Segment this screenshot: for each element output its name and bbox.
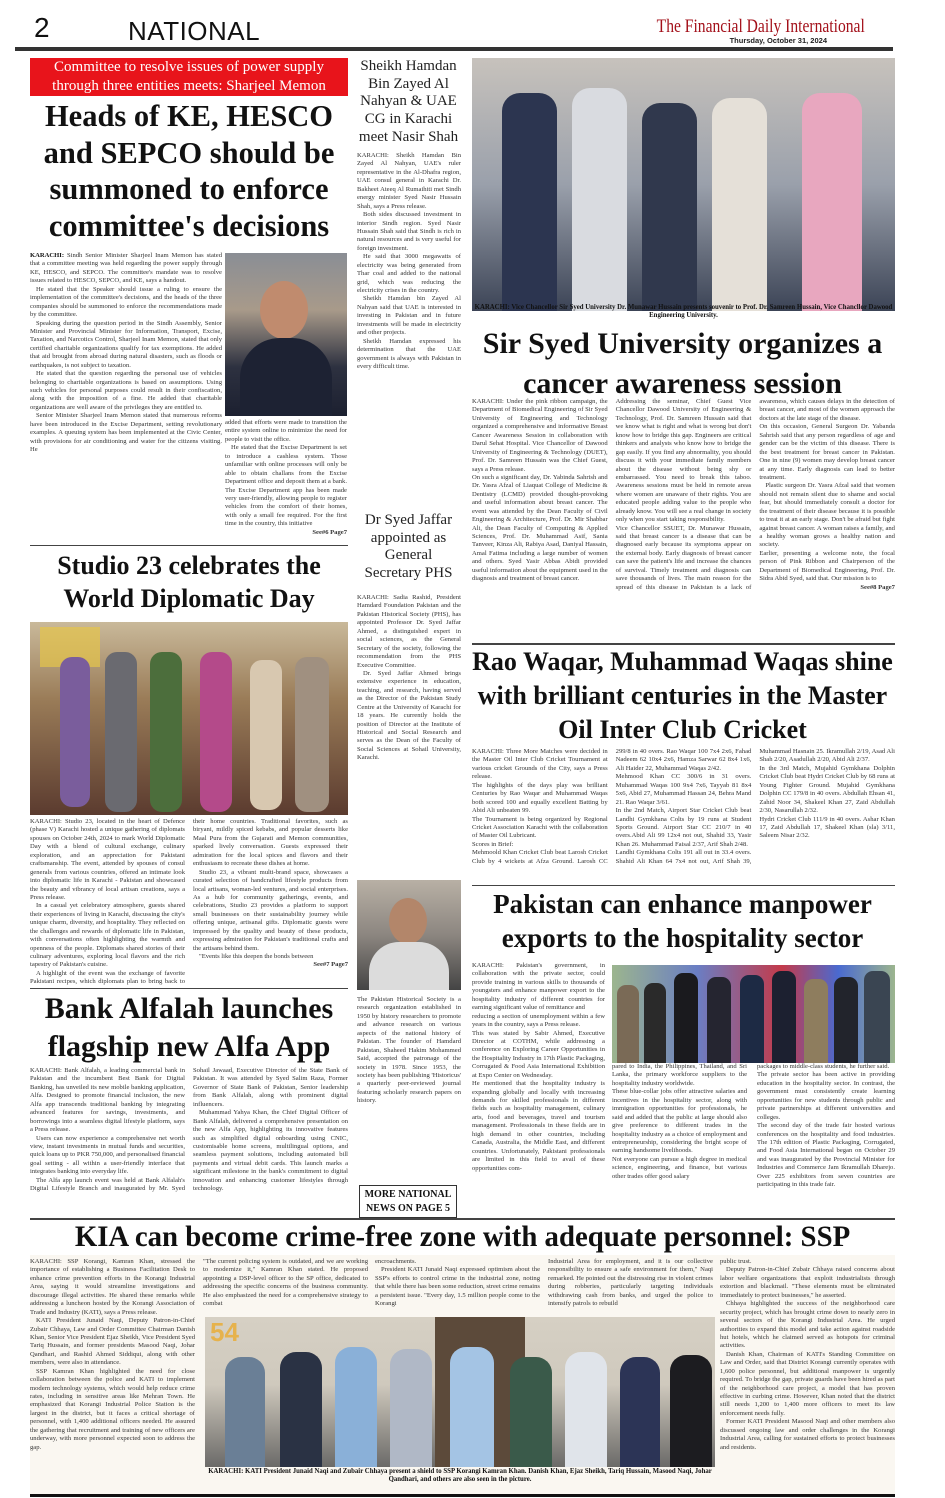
- article-body-col4: Industrial Area for employment, and it is our collective responsibility to ensure a safe environment for them," Naqi remarked. He pointed out the distressing rise in violent crimes during robberies, particularly targeting individuals withdrawing cash from banks, and urged the police to intensify patrols to rebuild: [548, 1258, 713, 1308]
- headline: Sheikh Hamdan Bin Zayed Al Nahyan & UAE CG in Karachi meet Nasir Shah: [358, 58, 459, 145]
- continued-link[interactable]: See#8 Page7: [860, 583, 895, 591]
- headline: Studio 23 celebrates the World Diplomatic Day: [57, 551, 321, 613]
- article-body: KARACHI: Pakistan's government, in collaboration with the private sector, could provide training in various skills to thousands of youngsters and enhance manpower export to the hospitality industry of different countries for earning significant value of remittance and reducing a section of unemployment within a few years in the country, says a Press release. This was stated by Sabir Ahmed, Executive Director at COTHM, while addressing a conference on Exploring Career Opportunities in the Hospitality Industry in 17th Plastic Packaging, Corrugated & Food Asia International Exhibition at Expo Center on Wednesday. He mentioned that the hospitality industry is expanding globally and locally with increasing demands for skilled professionals in different fields such as hospitality management, culinary arts, food and beverages, travel and tourism management. Professionals in these fields are in high demand in other countries, including Canada, Australia, the Middle East, and different countries. Unfortunately, Pakistani professionals are limited in this field to avail of these opportunities com-: [472, 962, 605, 1172]
- kicker-banner: Committee to resolve issues of power supply through three entities meets: Sharjeel Memon: [30, 58, 348, 96]
- article-body: KARACHI: Under the pink ribbon campaign, the Department of Biomedical Engineering of Sir Syed University of Engineering and Technology organized a comprehensive and informative Breast Cancer Awareness Session in collaboration with Darul Sehat Hospital. Vice Chancellor of Dawood University of Engineering & Technology (DUET), Prof. Dr. Samreen Hussain was the Chief Guest, says a Press release. On such a significant day, Dr. Yabinda Sahrish and Dr. Yasra Afzal of Liaquat College of Medicine & Dentistry (LCMD) provided thought-provoking and useful information about breast cancer. The event was attended by the Dean Faculty of Civil Engineering & Architecture, Prof. Dr. Mir Shabbar Ali, the Dean Faculty of Computing & Applied Sciences, Prof. Dr. Muhammad Asif, Sania Tanveer, Kinza Ali, Rabiya Asad, Daniyal Hassain, Amal Fatima including a large number of women and others. Syed Yasir Abbas Abidi provided useful information about the equipment used in the diagnosis and treatment of breast cancer. Addressing the seminar, Chief Guest Vice Chancellor Dawood University of Engineering & Technology, Prof. Dr. Samreen Hussain said that we know what is right and what is wrong but don't know how to bridge this gap. Engineers are critical thinkers and analysts who know how to bridge the gap easily. If you find any abnormality, you should discuss it with your immediate family members about the disease without being shy or embarrassed. You need to break this taboo. Awareness sessions must be held in remote areas where women are unaware of their rights. You are educated people adding value to the people who already know. You will see a real change in society only when you start taking responsibility. Vice Chancellor SSUET, Dr. Munawar Hussain, said that breast cancer is a disease that can be diagnosed early because its symptoms appear on the external body. Early diagnosis of breast cancer can save the patient's life and increase the chances of survival. Timely treatment and diagnosis can save thousands of lives. The main reason for the spread of this disease in Pakistan is a lack of awareness, which causes delays in the detection of breast cancer, and most of the women approach the doctors at the late stage of the disease. On this occasion, General Surgeon Dr. Yabanda Sahrish said that any person regardless of age and gender can be the victim of this disease. There is the best treatment for breast cancer in Pakistan. One in nine (9) women may develop breast cancer at any time. Early diagnosis can lead to better treatment. Plastic surgeon Dr. Yasra Afzal said that women should not remain silent due to shame and social fear, but should immediately consult a doctor for the treatment of their disease because it is possible to treat it at an early stage. Don't be afraid but fight against breast cancer. A woman raises a family, and a healthy woman grows a healthy nation and society. Earlier, presenting a welcome note, the focal person of Pink Ribbon and Chairperson of the Department of Biomedical Engineering, Prof. Dr. Sidra Abid Syed, said that. Our mission is to See#8 Page7: [472, 398, 895, 591]
- headline: Pakistan can enhance manpower exports to the hospitality sector: [493, 889, 872, 954]
- headline: Bank Alfalah launches flagship new Alfa App: [44, 992, 334, 1063]
- article-body-col2: "The current policing system is outdated, and we are working to modernize it," Kamran Khan stated. He proposed appointing a DSP-level officer to the SP office, dedicated to addressing the specific concerns of the business community. He also emphasized the need for a comprehensive strategy to combat: [203, 1258, 368, 1308]
- photo-caption: KARACHI: Vice Chancellor Sir Syed University Dr. Munawar Hussain presents souvenir to Prof. Dr. Samreen Hussain, Vice Chancllor Dawood Engineering University.: [474, 304, 893, 320]
- issue-date: Thursday, October 31, 2024: [729, 36, 827, 45]
- photo-studio23: [30, 622, 348, 815]
- photo-caption: KARACHI: KATI President Junaid Naqi and Zubair Chhaya present a shield to SSP Korangi Kamran Khan. Danish Khan, Ejaz Sheikh, Tariq Hussain, Masood Naqi, Johar Qandhari, and others are also seen in the picture.: [208, 1468, 712, 1484]
- headline: Dr Syed Jaffar appointed as General Secretary PHS: [364, 512, 453, 582]
- divider: [30, 988, 348, 989]
- article-body-col1: KARACHI: SSP Korangi, Kamran Khan, stressed the importance of establishing a Business Facilitation Desk to enhance crime prevention efforts in the Korangi Industrial Area, saying it would streamline investigations and discourage illegal activities. He shared these remarks while addressing a luncheon hosted by the Korangi Association of Trade and Industry (KATI), says a Press release. KATI President Junaid Naqi, Deputy Patron-in-Chief Zubair Chhaya, Law and Order Committee Chairman Danish Khan, Senior Vice President Ejaz Sheikh, Vice President Syed Tariq Hussain, and former presidents Masood Naqi, Johar Qandhari, and Rashid Ahmed Siddiqui, along with other members, were also in attendance. SSP Kamran Khan highlighted the need for close collaboration between the police and KATI to implement modern technology systems, which would help reduce crime rates, including in sensitive areas like Mehran Town. He emphasized that Korangi Industrial Police Station is the largest in the district, but it faces a critical shortage of personnel, with 1,400 additional officers needed. He assured the gathering that recruitment and training of new officers are underway, with more personnel expected soon to address the gap.: [30, 1258, 195, 1451]
- article-body: KARACHI: Three More Matches were decided in the Master Oil Inter Club Cricket Tournament at various cricket Grounds of the City, says a Press release. The highlights of the days play was brilliant Centuries by Rao Waqar and Muhammad Waqas both scored 100 and equally excellent Batting by Abid Ali unbeaten 99. The Tournament is being organized by Regional Cricket Association Karachi with the collaboration of Master Oil Lubricant. Scores in Brief: Mehmoold Khan Cricket Club beat Larosh Cricket Club by 4 wickets at Afza Ground. Larosh CC 299/8 in 40 overs. Rao Waqar 100 7x4 2x6, Fahad Nadeem 62 10x4 2x6, Hamza Sarwar 62 8x4 1x6, Ali Haider 22, Muhammad Waqas 2/42. Mehmood Khan CC 300/6 in 31 overs. Muhammad Waqas 100 9x4 7x6, Tayyab 81 8x4 5x6, Abid 27, Muhammad Hassan 24, Behra Mand 21. Rao Waqar 3/61. In the 2nd Match, Airport Star Cricket Club beat Landhi Gymkhana Colts by 19 runs at Student Sports Ground. Airport Star CC 210/7 in 40 overs.Abid Ali 99 12x4 not out, Shahid 33, Yasir Khan 26. Muhammad Faisal 2/37, Arif Shah 2/48. Landhi Gymkhana Colts 191 all out in 33.4 overs. Shahid Ali Khan 64 7x4 not out, Arif Shah 39, Muhammad Hasnain 25. Ikramullah 2/19, Asad Ali Shah 2/20, Asadullah 2/20, Abid Ali 2/37. In the 3rd Match, Mujahid Gymkhana Dolphin Cricket Club beat Hydri Cricket Club by 68 runs at Young Fighter Ground. Mujahid Gymkhana Dolphin CC 179/8 in 40 overs. Abdullah Ehsan 41, Zahid Noor 34, Shakeel Khan 27, Zaid Abdullah 2/30, Nasarullah 2/32. Hydri Cricket Club 111/9 in 40 overs. Ashar Khan 17, Zaid Abdullah 17, Shakeel Khan (sla) 3/11, Saleem Nisar 2/32.: [472, 748, 895, 865]
- photo-ssuet: [472, 58, 895, 311]
- masthead-rule: [15, 47, 893, 51]
- article-body: KARACHI: Studio 23, located in the heart of Defence (phase V) Karachi hosted a unique gathering of diplomats spouses on October 24th, 2024 to mark World Diplomatic Day with a blend of cultural exchange, culinary exploration, and an appreciation for Pakistani craftsmanship. The event, attended by spouses of consul generals from various countries, offered an intimate look into diplomatic life in Karachi - Pakistan and showcased the beauty and vibrancy of local artisan creations, says a Press release. In a casual yet celebratory atmosphere, guests shared their experiences of living in Karachi, discussing the city's unique charm, diversity, and hospitality. They reflected on the challenges and rewards of diplomatic life in Pakistan, with conversations often highlighting the warmth and openness of the people. Diplomats shared stories of their culinary adventures, exploring local flavors and the rich tapestry of Pakistan's cuisine. A highlight of the event was the exchange of favorite Pakistani recipes, which diplomats plan to bring back to their home countries. Traditional favorites, such as biryani, mildly spiced kebabs, and popular desserts like Maal Pura from the Gujarati and Memon communities, sparked lively conversation. Guests expressed their admiration for the local spices and flavors and their enthusiasm to recreate these dishes at home. Studio 23, a vibrant multi-brand space, showcases a curated selection of handcrafted lifestyle products from local artisans, woman-led ventures, and social enterprises. As a hub for community gatherings, events, and celebrations, Studio 23 provides a platform to support small businesses on their sustainability journey while offering unique, artisanal gifts. Diplomatic guests were impressed by the quality and beauty of these products, expressing admiration for Pakistan's traditional crafts and the artisans behind them. "Events like this deepen the bonds between See#7 Page7: [30, 818, 348, 986]
- headline: KIA can become crime-free zone with adequate personnel: SSP: [74, 1220, 851, 1253]
- photo-sharjeel-memon: [225, 253, 347, 416]
- headline: Rao Waqar, Muhammad Waqas shine with brilliant centuries in the Master Oil Inter Club Cricket: [472, 647, 893, 744]
- photo-syed-jaffar: [357, 880, 461, 990]
- story-power: [30, 58, 348, 244]
- paper-name: The Financial Daily International: [656, 16, 865, 37]
- bottom-rule: [30, 1494, 895, 1497]
- photo-kati-shield: 54: [205, 1317, 715, 1467]
- article-body-col5: public trust. Deputy Patron-in-Chief Zubair Chhaya raised concerns about labor welfare organizations that exploit industrialists through extortion and blackmail. "These elements must be eliminated immediately to protect businesses," he asserted. Chhaya highlighted the success of the neighborhood care security project, which has brought crime down to nearly zero in several sectors of the Korangi Industrial Area. He urged authorities to expand this model and take action against roadside hut hotels, which he claimed served as hotspots for criminal activities. Danish Khan, Chairman of KATI's Standing Committee on Law and Order, said that District Korangi currently operates with 1,600 police personnel, but additional manpower is urgently required. To bridge the gap, private guards have been hired as part of the neighborhood care project, a model that has proven effective in curbing crime. However, Khan noted that the district still needs 1,200 to 1,400 more officers to meet its law enforcement needs fully. Former KATI President Masood Naqi and other members also discussed ongoing law and order challenges in the Korangi Industrial Area, calling for sustained efforts to protect businesses and residents.: [720, 1258, 895, 1451]
- article-body: KARACHI: Sindh Senior Minister Sharjeel Inam Memon has stated that a committee meeting was held regarding the power supply through KE, HESCO, and SEPCO. The committee's mandate was to resolve issues related to HESCO, SEPCO, and KE, says a handout. He stated that the Speaker should issue a ruling to ensure the implementation of the committee's decisions, and the heads of the three companies should be summoned to enforce the recommendations made by the committee. Speaking during the question period in the Sindh Assembly, Senior Minister and Provincial Minister for Information, Transport, Excise, Taxation, and Narcotics Control, Sharjeel Inam Memon, stated that only certified charitable organizations qualify for tax exemptions. He added that aid brought from abroad during natural disasters, such as floods or earthquakes, is not subject to taxation. He stated that the question regarding the personal use of vehicles belonging to charitable organizations is based on assumptions. Using such vehicles for personal purposes could result in their confiscation, along with the imposition of a fine. He added that charitable organizations are well aware of the privileges they are entitled to. Senior Minister Sharjeel Inam Memon stated that numerous reforms have been introduced in the Excise Department, setting revolutionary examples. A queuing system has been implemented at the Civic Center, with provisions for air conditioning and water for the citizens visiting. He: [30, 252, 222, 454]
- article-body-col3: packages to middle-class students, he further said. The private sector has been active in providing education in the hospitality sector. In contrast, the government must consistently create learning opportunities for new students through public and private partnerships at different universities and colleges. The second day of the trade fair hosted various conferences on the hospitality and food industries. The 17th edition of Plastic Packaging, Corrugated, and Food Asia International began on October 29 and was inaugurated by the Provincial Minister for Industries and Commerce Jam Ikramullah Dharejo. Over 225 exhibitors from seven countries are participating in this trade fair.: [757, 1063, 895, 1189]
- article-body: KARACHI: Bank Alfalah, a leading commercial bank in Pakistan and the incumbent Best Bank for Digital Banking, has unveiled its new mobile banking application, Alfa. Designed to promote financial inclusion, the new Alfa app transcends traditional banking by integrating advanced features for savings, investments, and borrowings into a seamless digital lifestyle platform, says a Press release. Users can now experience a comprehensive net worth view, instant investments in mutual funds and securities, quick loans up to PKR 750,000, and personalised financial goal setting - all within a user-friendly interface that integrates banking into everyday life. The Alfa app launch event was held at Bank Alfalah's Digital Lifestyle Branch and inaugurated by Mr. Syed Sohail Jawaad, Executive Director of the State Bank of Pakistan. It was attended by Syed Salim Raza, Former Governor of State Bank of Pakistan, Senior leadership from Bank Alfalah, along with prominent digital influencers. Muhammad Yahya Khan, the Chief Digital Officer of Bank Alfalah, delivered a comprehensive presentation on the new Alfa App, highlighting its innovative features such as simplified digital onboarding using CNIC, customisable home screens, multilingual options, and seamless payment solutions, including automated bill payments and virtual debit cards. This launch marks a significant milestone in the bank's commitment to digital innovation and enhancing customer lifestyles through technology.: [30, 1067, 348, 1193]
- article-body: KARACHI: Sheikh Hamdan Bin Zayed Al Nahyan, UAE's ruler representative in the Al-Dhafra region, UAE consul general in Karachi Dr. Bakheet Ateeq Al Rumaihiti met Sindh energy minister Syed Nasir Hussain Shah, says a Press release. Both sides discussed investment in interior Sindh region. Syed Nasir Hussain Shah said that Sindh is rich in natural resources and is very useful for foreign investment. He said that 3000 megawatts of electricity was being generated from Thar coal and added to the national grid, which was reducing the electricity crises in the country. Sheikh Hamdan bin Zayed Al Nahyan said that UAE is interested in investing in Pakistan and in future investments will be made in electricity and other projects. Sheikh Hamdan expressed his determination that the UAE government is always with Pakistan in every difficult time.: [357, 152, 461, 370]
- article-body-col2: pared to India, the Philippines, Thailand, and Sri Lanka, the primary workforce suppliers to the hospitality industry worldwide. These blue-collar jobs offer attractive salaries and incentives in the hospitality sector, along with immigration opportunities for professionals, he said and added that the public at large should also give preference to different trades in the hospitality industry as a choice of employment and entrepreneurship, considering the bright scope of earning handsome livelihoods. Not everyone can pursue a high degree in medical science, engineering, and finance, but various other trades offer good salary: [612, 1063, 747, 1180]
- masthead: [0, 0, 945, 50]
- page-number: 2: [34, 12, 50, 43]
- continued-link[interactable]: See#6 Page7: [312, 528, 347, 536]
- section-title: NATIONAL: [128, 16, 261, 46]
- article-body: KARACHI: Sadia Rashid, President Hamdard Foundation Pakistan and the Pakistan Historical Society (PHS), has appointed Professor Dr. Syed Jaffar Ahmed, a distinguished expert in social sciences, as the General Secretary of the society, following the recommendation from the PHS Executive Committee. Dr. Syed Jaffar Ahmed brings extensive experience in education, teaching, and research, having served as the Director of the Pakistan Study Centre at the University of Karachi for 18 years. He currently holds the position of Director at the Institute of Historical and Social Research and serves as the Dean of the Faculty of Social Sciences at Sohail University, Karachi.: [357, 594, 461, 762]
- divider: [30, 545, 348, 546]
- continued-link[interactable]: See#7 Page7: [313, 961, 348, 969]
- article-body-col3: encroachments. President KATI Junaid Naqi expressed optimism about the SSP's efforts to control crime in the industrial zone, noting that while there has been some reduction, street crime remains a persistent issue. "Every day, 1.5 million people come to the Korangi: [375, 1258, 540, 1308]
- headline: Sir Syed University organizes a cancer awareness session: [482, 327, 883, 400]
- more-news-box[interactable]: MORE NATIONAL NEWS ON PAGE 5: [359, 1185, 457, 1218]
- article-body-col2: added that efforts were made to transition the entire system online to minimize the need for people to visit the office. He stated that the Excise Department is set to introduce a cashless system. Those unfamiliar with online processes will only be able to obtain challans from the Excise Department office and deposit them at a bank. The Excise Department app has been made very user-friendly, allowing people to register vehicles from the comfort of their homes, with only a small fee required. For the first time in the country, this initiative See#6 Page7: [225, 419, 347, 536]
- headline: Heads of KE, HESCO and SEPCO should be summoned to enforce committee's decisions: [43, 99, 335, 243]
- article-body: The Pakistan Historical Society is a research organization established in 1950 by history researchers to promote and advance research on various aspects of the national history of Pakistan. The founder of Hamdard Pakistan, Shaheed Hakim Mohammed Said, accepted the patronage of the society in 1978. Since 1953, the society has been publishing 'Historicus' a quarterly peer-reviewed journal featuring scholarly research papers on history.: [357, 996, 461, 1105]
- photo-hospitality-conference: [612, 965, 895, 1063]
- divider: [472, 885, 895, 886]
